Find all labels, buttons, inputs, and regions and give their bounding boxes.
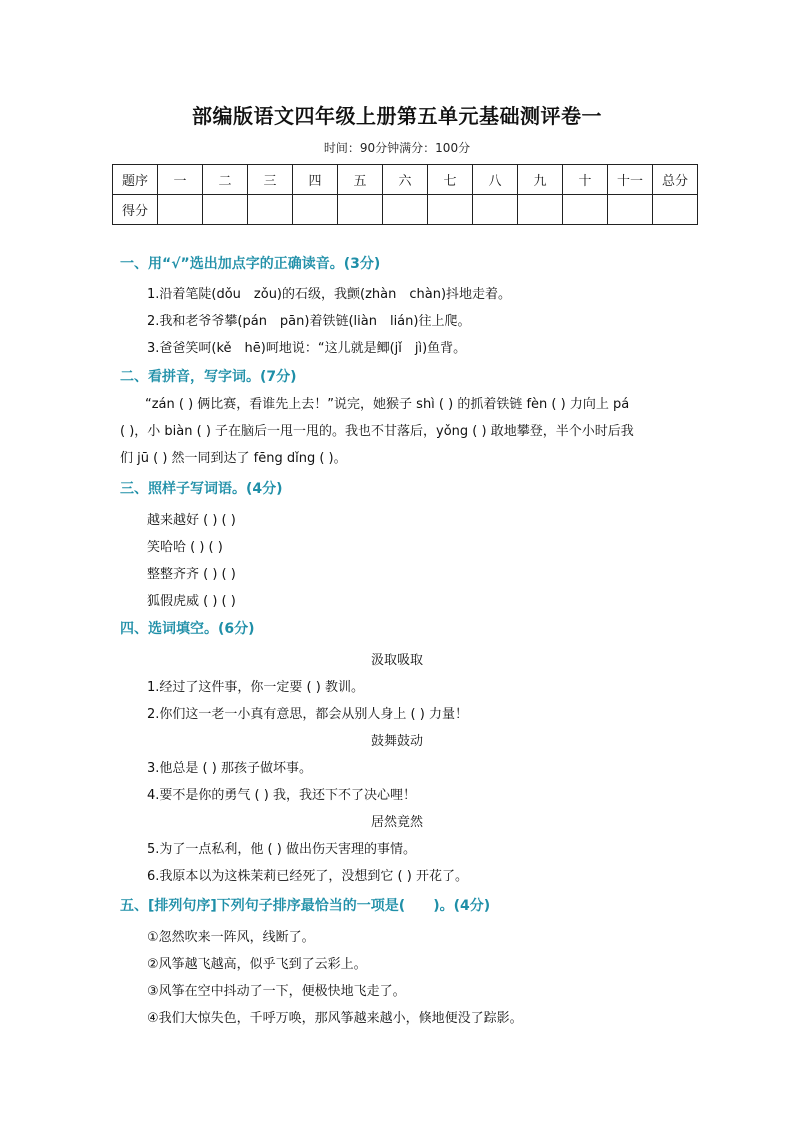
score-cell[interactable] (518, 195, 563, 225)
sentence-item: ③风筝在空中抖动了一下，便极快地飞走了。 (147, 984, 406, 999)
question-item: 5.为了一点私利，他 ( ) 做出伤天害理的事情。 (147, 842, 416, 857)
question-item: 整整齐齐 ( ) ( ) (147, 567, 236, 582)
section-4-heading: 四、选词填空。(6分) (120, 621, 255, 637)
table-header-cell: 总分 (653, 165, 698, 195)
section-2-heading: 二、看拼音，写字词。(7分) (120, 369, 297, 385)
score-cell[interactable] (203, 195, 248, 225)
score-cell[interactable] (653, 195, 698, 225)
question-item: 1.经过了这件事，你一定要 ( ) 教训。 (147, 680, 364, 695)
table-header-cell: 八 (473, 165, 518, 195)
question-item: 2.你们这一老一小真有意思，都会从别人身上 ( ) 力量！ (147, 707, 468, 722)
question-item: 笑哈哈 ( ) ( ) (147, 540, 223, 555)
table-header-cell: 二 (203, 165, 248, 195)
question-item: 4.要不是你的勇气 ( ) 我，我还下不了决心哩！ (147, 788, 416, 803)
table-header-cell: 十 (563, 165, 608, 195)
passage-line: 们 jū ( ) 然一同到达了 fēng dǐng ( )。 (120, 451, 347, 466)
table-header-cell: 一 (158, 165, 203, 195)
question-item: 3.爸爸笑呵(kě hē)呵地说：“这儿就是鲫(jǐ jì)鱼背。 (147, 341, 467, 356)
exam-time-and-score: 时间：90分钟满分：100分 (323, 141, 471, 155)
table-header-cell: 题序 (113, 165, 158, 195)
passage-line: ( )，小 biàn ( ) 子在脑后一甩一甩的。我也不甘落后，yǒng ( ) 敢地攀登，半个小时后我 (120, 424, 634, 439)
sentence-item: ②风筝越飞越高，似乎飞到了云彩上。 (147, 957, 367, 972)
page-title: 部编版语文四年级上册第五单元基础测评卷一 (192, 104, 602, 128)
question-item: 狐假虎威 ( ) ( ) (147, 594, 236, 609)
section-2-passage (120, 391, 690, 472)
score-cell[interactable] (338, 195, 383, 225)
score-cell[interactable] (473, 195, 518, 225)
score-cell[interactable] (293, 195, 338, 225)
score-cell[interactable] (563, 195, 608, 225)
table-header-cell: 九 (518, 165, 563, 195)
section-1-heading: 一、用“√”选出加点字的正确读音。(3分) (120, 256, 381, 272)
sentence-item: ①忽然吹来一阵风，线断了。 (147, 930, 315, 945)
score-table-header-row (113, 165, 698, 195)
score-cell[interactable] (608, 195, 653, 225)
table-header-cell: 七 (428, 165, 473, 195)
table-header-cell: 十一 (608, 165, 653, 195)
score-row-label: 得分 (113, 195, 158, 225)
table-header-cell: 五 (338, 165, 383, 195)
word-choice-group-1: 汲取吸取 (370, 653, 423, 668)
table-header-cell: 三 (248, 165, 293, 195)
score-cell[interactable] (383, 195, 428, 225)
question-item: 6.我原本以为这株茉莉已经死了，没想到它 ( ) 开花了。 (147, 869, 468, 884)
score-table (112, 164, 698, 225)
table-header-cell: 六 (383, 165, 428, 195)
passage-line: “zán ( ) 俩比赛，看谁先上去！”说完，她猴子 shì ( ) 的抓着铁链 fèn ( ) 力向上 pá (145, 397, 630, 412)
word-choice-group-3: 居然竟然 (370, 815, 423, 830)
sentence-item: ④我们大惊失色，千呼万唤，那风筝越来越小，倏地便没了踪影。 (147, 1011, 523, 1026)
question-item: 越来越好 ( ) ( ) (147, 513, 236, 528)
question-item: 1.沿着笔陡(dǒu zǒu)的石级，我颤(zhàn chàn)抖地走着。 (147, 287, 512, 302)
score-cell[interactable] (158, 195, 203, 225)
question-item: 2.我和老爷爷攀(pán pān)着铁链(liàn lián)往上爬。 (147, 314, 471, 329)
score-table-score-row (113, 195, 698, 225)
section-3-heading: 三、照样子写词语。(4分) (120, 481, 283, 497)
question-item: 3.他总是 ( ) 那孩子做坏事。 (147, 761, 312, 776)
table-header-cell: 四 (293, 165, 338, 195)
score-cell[interactable] (248, 195, 293, 225)
score-cell[interactable] (428, 195, 473, 225)
section-5-heading: 五、[排列句序]下列句子排序最恰当的一项是( )。(4分) (120, 898, 491, 914)
word-choice-group-2: 鼓舞鼓动 (370, 734, 423, 749)
